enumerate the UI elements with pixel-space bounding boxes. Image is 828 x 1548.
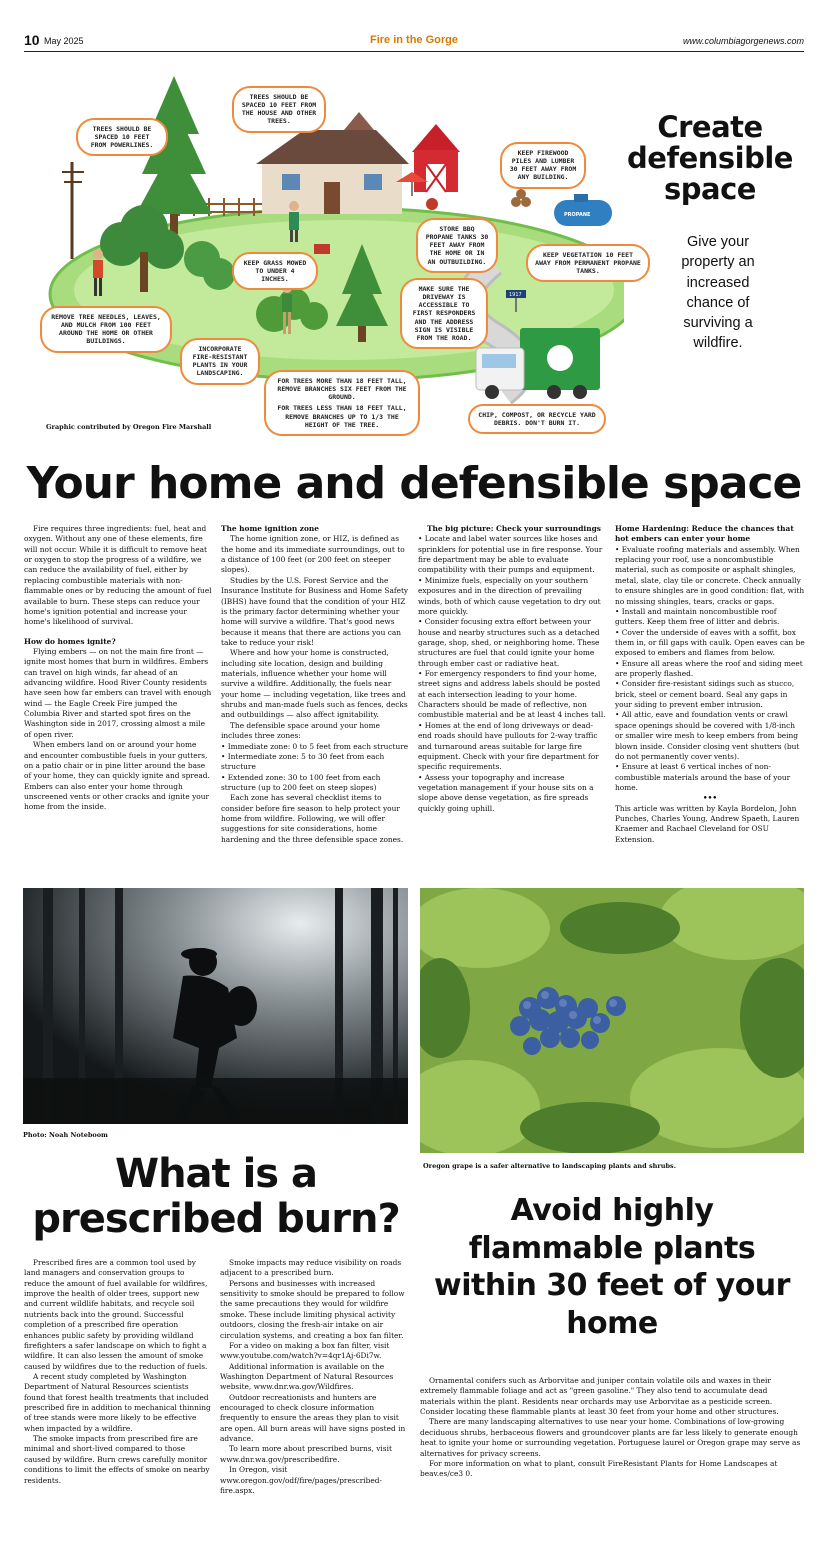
oregon-grape-photo [420, 888, 804, 1153]
subhead: Home Hardening: Reduce the chances that hot embers can enter your home [615, 524, 794, 544]
paragraph: For a video on making a box fan filter, visit www.youtube.com/watch?v=4qr1Aj-6Di7w. [220, 1340, 390, 1361]
photo-credit: Photo: Noah Noteboom [23, 1131, 108, 1139]
tip-short-trees: FOR TREES LESS THAN 18 FEET TALL, REMOVE BRANCHES UP TO 1/3 THE HEIGHT OF THE TREE. [277, 404, 407, 429]
tip-bubble-needles-mulch: REMOVE TREE NEEDLES, LEAVES, AND MULCH FROM 100 FEET AROUND THE HOME OR OTHER BUILDINGS. [40, 306, 172, 353]
paragraph: Flying embers — on not the main fire front — ignite most homes that burn in wildfires. Embers can travel on high winds, far ahead of an advancing wildfire. Hood River County residents have seen how far embers can travel with enough wind — the Eagle Creek Fire jumped the Columbia River and started spot fires on the Washington side in 2017, crossing almost a mile of open river. [24, 646, 212, 739]
author-byline: This article was written by Kayla Bordelon, John Punches, Charles Young, Andrew Spaeth, Lauren Kraemer and Rachael Cleveland for OSU Extension. [615, 803, 800, 844]
bullet-item: • Intermediate zone: 5 to 30 feet from each structure [221, 751, 385, 772]
paragraph: Ornamental conifers such as Arborvitae and juniper contain volatile oils and waxes in their extremely flammable foliage and act as "green gasoline." They also tend to accumulate dead materials within the plant. Residents near orchards may use Arborvitae as a pesticide screen. Consider locating these flammable plants at least 30 feet from your home and other structures. [420, 1376, 779, 1417]
paragraph: The defensible space around your home includes three zones: [221, 720, 380, 741]
bullet-item: • Evaluate roofing materials and assembly. When replacing your roof, use a noncombustible material, such as composite or asphalt shingles, metal, slate, clay tile or concrete. Check annually to ensure shingles are in good condition: flat, with no missing shingles, tears, cracks or gaps. [615, 544, 805, 606]
tip-bubble-driveway: MAKE SURE THE DRIVEWAY IS ACCESSIBLE TO FIRST RESPONDERS AND THE ADDRESS SIGN IS VISIBLE FROM THE ROAD. [400, 278, 488, 349]
paragraph: In Oregon, visit www.oregon.gov/odf/fire/pages/prescribed-fire.aspx. [220, 1465, 382, 1495]
section-title: Fire in the Gorge [369, 34, 458, 46]
tip-bubble-bbq-propane: STORE BBQ PROPANE TANKS 30 FEET AWAY FROM THE HOME OR IN AN OUTBUILDING. [416, 218, 498, 273]
sidebar-title: Create defensible space [627, 110, 793, 207]
firefighter-photo [23, 888, 408, 1124]
paragraph: Prescribed fires are a common tool used by land managers and conservation groups to reduce the amount of fuel available for wildfires, improve the health of older trees, support new and current wildlife habitats, and recycle soil nutrients back into the ground. Successful completion of a prescribed fire operation enhances public safety by providing wildland firefighters a safer landscape on which to fight a wildfire. It can also lessen the amount of smoke caused by wildfires due to the reduction of fuels. [24, 1258, 208, 1371]
tip-bubble-yard-debris: CHIP, COMPOST, OR RECYCLE YARD DEBRIS. DON'T BURN IT. [468, 404, 606, 434]
bullet-item: • Install and maintain noncombustible roof gutters. Keep them free of litter and debris. [615, 606, 780, 627]
paragraph: Additional information is available on the Washington Department of Natural Resources website, www.dnr.wa.gov/Wildfires. [220, 1361, 394, 1392]
bullet-item: • Assess your topography and increase vegetation management if your house sits on a slope above dense vegetation, as fire spreads quickly going uphill. [418, 772, 594, 813]
issue-date: May 2025 [44, 36, 84, 46]
article1-column-1 [24, 524, 212, 813]
tip-bubble-tree-pruning [264, 370, 420, 436]
page-header [24, 32, 804, 52]
paragraph: Fire requires three ingredients: fuel, heat and oxygen. Without any one of these elements, fire will not occur. While it is difficult to remove heat or oxygen to stop the progress of a wildfire, we can reduce the availability of fuel, either by replacing combustible materials with non-flammable ones or by reducing the amount of fuel available to burn. These steps can reduce your home's ignition potential and increase your home's likelihood of survival. [24, 524, 212, 627]
paragraph: A recent study completed by Washington Department of Natural Resources scientists found that forest health treatments that included prescribed fire in addition to mechanical thinning of tree stands were more likely to be effective when impacted by a wildfire. [24, 1371, 211, 1433]
subhead: The home ignition zone [221, 524, 320, 533]
paragraph: Persons and businesses with increased sensitivity to smoke should be prepared to follow the same precautions they would for wildfire smoke. These include limiting physical activity outdoors, closing the fresh-air intake on air circulation systems, and creating a box fan filter. [220, 1278, 405, 1340]
paragraph: Each zone has several checklist items to consider before fire season to help protect your home from wildfire. Following, we will offer suggestions for site considerations, home hardening and the three defensible space zones. [221, 793, 404, 844]
tip-bubble-powerline-spacing: TREES SHOULD BE SPACED 10 FEET FROM POWERLINES. [76, 118, 168, 156]
paragraph: Where and how your home is constructed, including site location, design and building materials, influence whether your home will survive a wildfire. Additionally, the fuels near your home — including vegetation, like trees and shrubs and man-made fuels such as fences, decks and outbuildings — also affect ignitability. [221, 648, 408, 720]
paragraph: The smoke impacts from prescribed fire are minimal and short-lived compared to those caused by wildfire. Burn crews carefully monitor conditions to limit the effects of smoke on nearby residents. [24, 1434, 210, 1485]
paragraph: There are many landscaping alternatives to use near your home. Combinations of low-growing deciduous shrubs, herbaceous flowers and groundcover plants are far less likely to generate enough heat to ignite your home or surrounding vegetation. Portuguese laurel or Oregon grape may serve as alternatives for privacy screens. [420, 1417, 801, 1458]
article1-column-4 [615, 524, 805, 845]
article3-body [420, 1376, 804, 1480]
prescribed-burn-headline: What is a prescribed burn? [32, 1151, 400, 1242]
bullet-item: • Consider focusing extra effort between your house and nearby structures such as a detached garage, shop, shed, or neighboring home. These structures are fuel that could ignite your home through ember cast or radiative heat. [418, 617, 600, 668]
tip-bubble-grass: KEEP GRASS MOWED TO UNDER 4 INCHES. [232, 252, 318, 290]
bullet-item: • Consider fire-resistant sidings such as stucco, brick, steel or cement board. Seal any gaps in your siding to prevent ember intrusion. [615, 679, 795, 710]
paragraph: The home ignition zone, or HIZ, is defined as the home and its immediate surroundings, out to a distance of 100 feet (or 200 feet on steeper slopes). [221, 534, 405, 575]
sidebar-subtitle: Give your property an increased chance of surviving a wildfire. [681, 234, 755, 352]
subhead: How do homes ignite? [24, 636, 116, 646]
flammable-plants-headline: Avoid highly flammable plants within 30 feet of your home [434, 1193, 790, 1341]
website-link[interactable]: www.columbiagorgenews.com [682, 36, 804, 46]
bullet-item: • Homes at the end of long driveways or dead-end roads should have pullouts for 2-way traffic and turnaround areas suitable for large fire equipment. Check with your fire department for specific requirements. [418, 720, 599, 772]
article-headline: Your home and defensible space [26, 458, 802, 509]
bullet-item: • Locate and label water sources like hoses and sprinklers for potential use in fire response. Your fire department may be able to evaluate compatibility with their pumps and equipment. [418, 534, 603, 575]
tip-bubble-firewood: KEEP FIREWOOD PILES AND LUMBER 30 FEET AWAY FROM ANY BUILDING. [500, 142, 586, 189]
page-number: 10 [24, 32, 40, 48]
bullet-item: • Ensure all areas where the roof and siding meet are properly flashed. [615, 658, 803, 679]
bullet-item: • All attic, eave and foundation vents or crawl space openings should be covered with 1/8-inch or smaller wire mesh to keep embers from being blown inside. Consider closing vent shutters (but do not permanently cover vents). [615, 710, 800, 761]
paragraph: When embers land on or around your home and encounter combustible fuels in your gutters, on a patio chair or in pine litter around the base of your home, they can quickly ignite and spread. Embers can also enter your home through unscreened vents or other cracks and ignite your home from the inside. [24, 740, 210, 812]
article2-column-1 [24, 1258, 212, 1486]
defensible-space-infographic [24, 64, 641, 442]
article2-column-2 [220, 1258, 408, 1496]
paragraph: Studies by the U.S. Forest Service and the Insurance Institute for Business and Home Safety (IBHS) have found that the condition of your HIZ is the primary factor determining whether your home will survive a wildfire. That's good news because it means that there are actions you can take to reduce your risk! [221, 575, 409, 647]
tip-tall-trees: FOR TREES MORE THAN 18 FEET TALL, REMOVE BRANCHES SIX FEET FROM THE GROUND. [277, 377, 407, 402]
bullet-item: • Extended zone: 30 to 100 feet from each structure (up to 200 feet on steep slopes) [221, 772, 381, 792]
bullet-item: • Immediate zone: 0 to 5 feet from each structure [221, 741, 409, 751]
bullet-item: • Minimize fuels, especially on your southern exposures and in the direction of prevailing winds, both of which cause vegetation to dry out more quickly. [418, 575, 601, 616]
bullet-item: • Ensure at least 6 vertical inches of non-combustible materials around the base of your home. [615, 762, 791, 792]
paragraph: For more information on what to plant, consult FireResistant Plants for Home Landscapes at beav.es/ce3 0. [420, 1458, 778, 1479]
article1-column-2 [221, 524, 409, 845]
tip-bubble-house-tree-spacing: TREES SHOULD BE SPACED 10 FEET FROM THE HOUSE AND OTHER TREES. [232, 86, 326, 133]
paragraph: Outdoor recreationists and hunters are encouraged to check closure information frequently to ensure the areas they plan to visit are open. All burn areas will have signs posted in advance. [220, 1392, 406, 1444]
subhead: The big picture: Check your surroundings [427, 524, 601, 533]
bullet-item: • Cover the underside of eaves with a soffit, box them in, or fill gaps with caulk. Open eaves can be exposed to embers and flames from below. [615, 627, 805, 658]
graphic-credit: Graphic contributed by Oregon Fire Marshall [46, 423, 212, 431]
article1-column-3 [418, 524, 606, 814]
address-sign: 1917 [509, 292, 522, 298]
paragraph: Smoke impacts may reduce visibility on roads adjacent to a prescribed burn. [220, 1258, 402, 1278]
tip-bubble-fire-resistant-plants: INCORPORATE FIRE-RESISTANT PLANTS IN YOUR LANDSCAPING. [180, 338, 260, 385]
section-divider: ••• [702, 793, 718, 803]
paragraph: To learn more about prescribed burns, visit www.dnr.wa.gov/prescribedfire. [220, 1444, 392, 1464]
tip-bubble-propane-vegetation: KEEP VEGETATION 10 FEET AWAY FROM PERMANENT PROPANE TANKS. [526, 244, 650, 282]
photo-caption: Oregon grape is a safer alternative to landscaping plants and shrubs. [423, 1162, 676, 1170]
propane-tank-label: PROPANE [564, 212, 591, 218]
bullet-item: • For emergency responders to find your home, street signs and address labels should be posted at each intersection leading to your home. Characters should be made of reflective, non combustible material and be at least 4 inches tall. [418, 669, 606, 720]
